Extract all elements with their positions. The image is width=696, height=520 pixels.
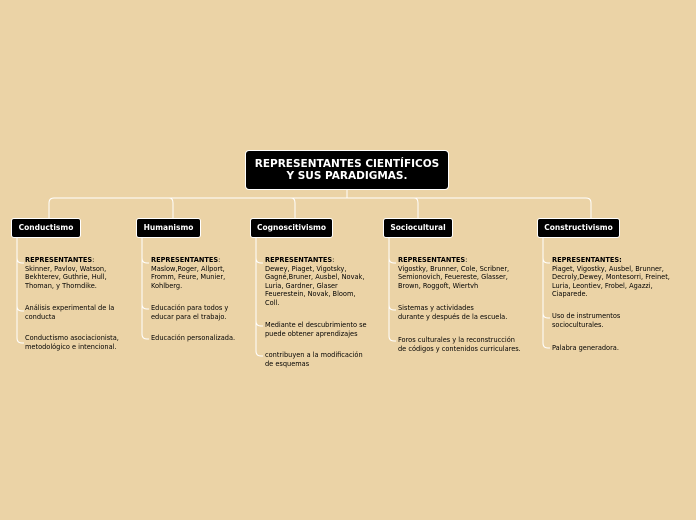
humanismo-rep-label: REPRESENTANTES xyxy=(151,256,219,264)
constructivismo-item-1[interactable]: Uso de instrumentos socioculturales. xyxy=(552,312,621,329)
topic-humanismo[interactable]: Humanismo xyxy=(136,218,201,238)
cognoscitivismo-item-1[interactable]: Mediante el descubrimiento se puede obtener aprendizajes xyxy=(265,321,367,338)
root-title-line1: REPRESENTANTES CIENTÍFICOS xyxy=(254,158,440,170)
sociocultural-representantes[interactable] xyxy=(398,256,509,290)
humanismo-representantes[interactable] xyxy=(151,256,225,290)
constructivismo-representantes[interactable] xyxy=(552,256,670,299)
constructivismo-item-2[interactable]: Palabra generadora. xyxy=(552,344,619,352)
conductismo-item-2[interactable]: Conductismo asociacionista, metodológico e intencional. xyxy=(25,334,119,351)
cognoscitivismo-rep-text: : Dewey, Piaget, Vigotsky, Gagné,Bruner, Ausbel, Novak, Luria, Gardner, Glaser Feuerestein, Novak, Bloom, Coll. xyxy=(265,256,365,307)
conductismo-rep-label: REPRESENTANTES xyxy=(25,256,93,264)
topic-constructivismo[interactable]: Constructivismo xyxy=(537,218,620,238)
conductismo-rep-text: : Skinner, Pavlov, Watson, Bekhterev, Guthrie, Hull, Thoman, y Thorndike. xyxy=(25,256,107,290)
topic-cognoscitivismo[interactable]: Cognoscitivismo xyxy=(250,218,333,238)
sociocultural-item-2[interactable]: Foros culturales y la reconstrucción de códigos y contenidos curriculares. xyxy=(398,336,521,353)
constructivismo-rep-text: Piaget, Vigostky, Ausbel, Brunner, Decroly,Dewey, Montesorri, Freinet, Luria, Leontiev, Frobel, Agazzi, Ciaparede. xyxy=(552,264,670,299)
conductismo-representantes[interactable] xyxy=(25,256,107,290)
constructivismo-rep-label: REPRESENTANTES: xyxy=(552,256,622,264)
humanismo-rep-text: : Maslow,Roger, Allport, Fromm, Feure, Munier, Kohlberg. xyxy=(151,256,226,290)
humanismo-item-1[interactable]: Educación para todos y educar para el trabajo. xyxy=(151,304,229,321)
topic-conductismo[interactable]: Conductismo xyxy=(11,218,81,238)
sociocultural-item-1[interactable]: Sistemas y actividades durante y después de la escuela. xyxy=(398,304,508,321)
root-topic[interactable] xyxy=(245,150,449,190)
topic-sociocultural[interactable]: Sociocultural xyxy=(383,218,453,238)
cognoscitivismo-item-2[interactable]: contribuyen a la modificación de esquemas xyxy=(265,351,363,368)
cognoscitivismo-rep-label: REPRESENTANTES xyxy=(265,256,333,264)
sociocultural-rep-text: : Vigostky, Brunner, Cole, Scribner, Semionovich, Feuereste, Glasser, Brown, Roggoft, Wiertvh xyxy=(398,256,510,290)
humanismo-item-2[interactable]: Educación personalizada. xyxy=(151,334,236,342)
root-title-line2: Y SUS PARADIGMAS. xyxy=(286,170,408,182)
cognoscitivismo-representantes[interactable] xyxy=(265,256,364,308)
conductismo-item-1[interactable]: Análisis experimental de la conducta xyxy=(25,304,115,321)
sociocultural-rep-label: REPRESENTANTES xyxy=(398,256,466,264)
